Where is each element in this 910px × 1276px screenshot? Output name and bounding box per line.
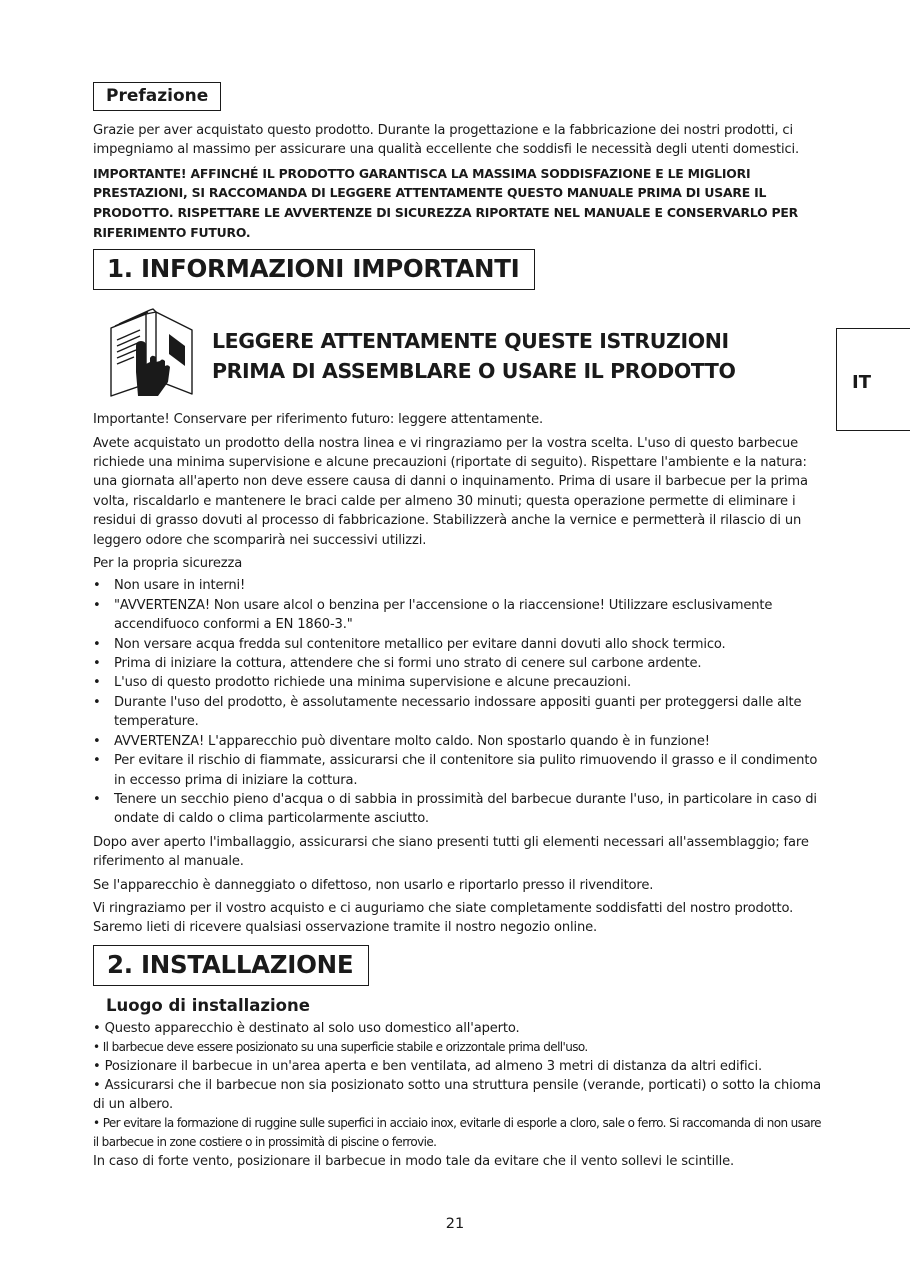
section-1-paragraph: Dopo aver aperto l'imballaggio, assicurarsi che siano presenti tutti gli elementi necessari all'assemblaggio; fare riferimento al manuale. bbox=[93, 834, 809, 870]
read-instructions-line-1: LEGGERE ATTENTAMENTE QUESTE ISTRUZIONI bbox=[212, 329, 729, 354]
page-number: 21 bbox=[445, 1216, 465, 1232]
list-item: • AVVERTENZA! L'apparecchio può diventare molto caldo. Non spostarlo quando è in funzione! bbox=[93, 733, 710, 749]
installation-location-heading: Luogo di installazione bbox=[106, 995, 310, 1015]
section-1-paragraph: Importante! Conservare per riferimento futuro: leggere attentamente. bbox=[93, 412, 543, 428]
section-1-paragraph: Vi ringraziamo per il vostro acquisto e ci auguriamo che siate completamente soddisfatti del nostro prodotto. Saremo lieti di ricevere qualsiasi osservazione tramite il nostro negozio online. bbox=[93, 900, 794, 936]
language-code: IT bbox=[852, 372, 871, 393]
installation-line: • Assicurarsi che il barbecue non sia posizionato sotto una struttura pensile (verande, porticati) o sotto la chioma di un albero. bbox=[93, 1077, 821, 1112]
section-1-paragraph: Se l'apparecchio è danneggiato o difettoso, non usarlo e riportarlo presso il rivenditore. bbox=[93, 877, 654, 893]
list-item: • Durante l'uso del prodotto, è assolutamente necessario indossare appositi guanti per proteggersi dalle alte temperature. bbox=[93, 694, 802, 730]
preface-text: Grazie per aver acquistato questo prodotto. Durante la progettazione e la fabbricazione dei nostri prodotti, ci impegniamo al massimo per assicurare una qualità eccellente che soddisfi le necessità degli utenti domestici. bbox=[93, 123, 800, 158]
installation-line: In caso di forte vento, posizionare il barbecue in modo tale da evitare che il vento sollevi le scintille. bbox=[93, 1153, 734, 1169]
language-tab bbox=[836, 328, 910, 431]
list-item: • L'uso di questo prodotto richiede una minima supervisione e alcune precauzioni. bbox=[93, 675, 631, 691]
preface-title: Prefazione bbox=[93, 82, 221, 111]
read-instructions-title bbox=[212, 326, 736, 386]
installation-line: • Il barbecue deve essere posizionato su una superficie stabile e orizzontale prima dell'uso. bbox=[93, 1039, 588, 1054]
list-item: • Non versare acqua fredda sul contenitore metallico per evitare danni dovuti allo shock termico. bbox=[93, 636, 726, 652]
list-item: • Prima di iniziare la cottura, attendere che si formi uno strato di cenere sul carbone ardente. bbox=[93, 656, 702, 672]
list-item: • Tenere un secchio pieno d'acqua o di sabbia in prossimità del barbecue durante l'uso, in particolare in caso di ondate di caldo o clima particolarmente asciutto. bbox=[93, 791, 817, 827]
page-content bbox=[93, 82, 828, 1171]
list-item: • "AVVERTENZA! Non usare alcol o benzina per l'accensione o la riaccensione! Utilizzare esclusivamente accendifuoco conformi a EN 1860-3." bbox=[93, 597, 773, 633]
safety-heading: Per la propria sicurezza bbox=[93, 556, 243, 572]
preface-important: IMPORTANTE! AFFINCHÉ IL PRODOTTO GARANTISCA LA MASSIMA SODDISFAZIONE E LE MIGLIORI PRESTAZIONI, SI RACCOMANDA DI LEGGERE ATTENTAMENTE QUESTO MANUALE PRIMA DI USARE IL PRODOTTO. RISPETTARE LE AVVERTENZE DI SICUREZZA RIPORTATE NEL MANUALE E CONSERVARLO PER RIFERIMENTO FUTURO. bbox=[93, 165, 799, 240]
installation-line: • Questo apparecchio è destinato al solo uso domestico all'aperto. bbox=[93, 1020, 520, 1036]
list-item: • Non usare in interni! bbox=[93, 578, 246, 594]
list-item: • Per evitare il rischio di fiammate, assicurarsi che il contenitore sia pulito rimuovendo il grasso e il condimento in eccesso prima di iniziare la cottura. bbox=[93, 753, 818, 788]
read-instructions-banner bbox=[106, 306, 828, 398]
installation-line: • Per evitare la formazione di ruggine sulle superfici in acciaio inox, evitarle di esporle a cloro, sale o ferro. Si raccomanda di non usare il barbecue in zone costiere o in prossimità di piscine o ferrovie. bbox=[93, 1115, 821, 1149]
section-1-paragraph: Avete acquistato un prodotto della nostra linea e vi ringraziamo per la vostra scelta. L'uso di questo barbecue richiede una minima supervisione e alcune precauzioni (riportate di seguito). Rispettare l'ambiente e la natura: una giornata all'aperto non deve essere causa di danni o inquinamento. Prima di usare il barbecue per la prima volta, riscaldarlo e mantenere le braci calde per almeno 30 minuti; questa operazione permette di eliminare i residui di grasso dovuti al processo di fabbricazione. Stabilizzerà anche la vernice e permetterà il rilascio di un leggero odore che scomparirà nei successivi utilizzi. bbox=[93, 435, 808, 548]
read-manual-icon bbox=[106, 306, 200, 398]
installation-line: • Posizionare il barbecue in un'area aperta e ben ventilata, ad almeno 3 metri di distanza da altri edifici. bbox=[93, 1058, 762, 1074]
safety-list bbox=[93, 576, 828, 828]
section-1-title: 1. INFORMAZIONI IMPORTANTI bbox=[93, 249, 535, 290]
section-2-title: 2. INSTALLAZIONE bbox=[93, 945, 369, 986]
read-instructions-line-2: PRIMA DI ASSEMBLARE O USARE IL PRODOTTO bbox=[212, 359, 736, 384]
